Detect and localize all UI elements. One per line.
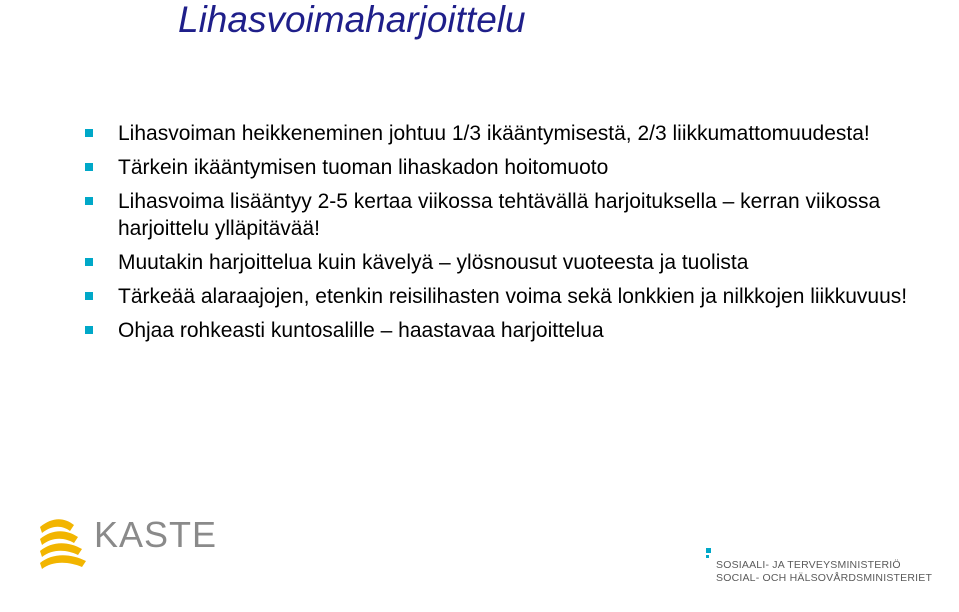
bullet-text: Tärkein ikääntymisen tuoman lihaskadon hoitomuoto (118, 156, 609, 179)
bullet-text: Lihasvoiman heikkeneminen johtuu 1/3 ikääntymisestä, 2/3 liikkumattomuudesta! (118, 122, 870, 145)
kaste-logo-text: KASTE (94, 514, 218, 555)
bullet-list (85, 120, 945, 351)
bullet-item (85, 188, 945, 242)
bullet-text: Ohjaa rohkeasti kuntosalille – haastavaa harjoittelua (118, 319, 604, 342)
bullet-text: Muutakin harjoittelua kuin kävelyä – ylösnousut vuoteesta ja tuolista (118, 251, 749, 274)
ministry-logo (706, 548, 946, 588)
bullet-item (85, 317, 945, 344)
bullet-item (85, 154, 945, 181)
slide-title: Lihasvoimaharjoittelu (178, 0, 526, 40)
kaste-wave-icon (38, 513, 92, 571)
ministry-name-fi: SOSIAALI- JA TERVEYSMINISTERIÖ (716, 559, 901, 571)
bullet-marker-icon (85, 326, 93, 334)
bullet-marker-icon (85, 258, 93, 266)
bullet-marker-icon (85, 292, 93, 300)
bullet-item (85, 249, 945, 276)
kaste-logo (38, 513, 218, 571)
ministry-dots-icon (706, 548, 716, 560)
bullet-marker-icon (85, 129, 93, 137)
bullet-item (85, 283, 945, 310)
bullet-marker-icon (85, 163, 93, 171)
bullet-text: Lihasvoima lisääntyy 2-5 kertaa viikossa tehtävällä harjoituksella – kerran viikossa harjoittelu ylläpitävää! (118, 190, 881, 240)
ministry-name-sv: SOCIAL- OCH HÄLSOVÅRDSMINISTERIET (716, 572, 933, 584)
bullet-marker-icon (85, 197, 93, 205)
bullet-text: Tärkeää alaraajojen, etenkin reisilihasten voima sekä lonkkien ja nilkkojen liikkuvuus! (118, 285, 908, 308)
bullet-item (85, 120, 945, 147)
